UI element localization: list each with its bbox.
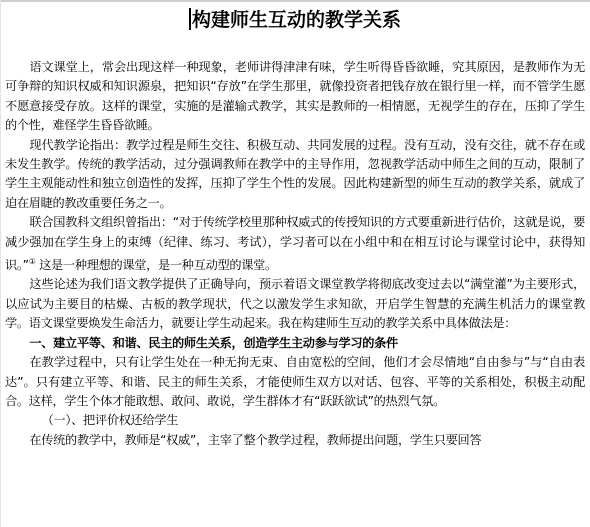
paragraph-5: 在教学过程中，只有让学生处在一种无拘无束、自由宽松的空间，他们才会尽情地“自由参与”与“自由表达”。只有建立平等、和谐、民主的师生关系，才能使师生双方以对话、包容、平等的关系相处，积极主动配合。这样，学生个体才能敢想、敢问、敢说，学生群体才有“跃跃欲试”的热烈气氛。: [5, 355, 585, 408]
paragraph-4: 这些论述为我们语文教学提供了正确导向，预示着语文课堂教学将彻底改变过去以“满堂灌”为主要形式，以应试为主要目的枯燥、古板的教学现状，代之以激发学生求知欲，开启学生智慧的充满生机活力的课堂教学。语文课堂要焕发生命活力，就要让学生动起来。我在构建师生互动的教学关系中具体做法是：: [5, 277, 585, 331]
footnote-mark: ①: [28, 257, 36, 267]
paragraph-2: 现代教学论指出：教学过程是师生交往、积极互动、共同发展的过程。没有互动，没有交往，就不存在或未发生教学。传统的教学活动，过分强调教师在教学中的主导作用，忽视教学活动中师生之间的互动，限制了学生主观能动性和独立创造性的发挥，压抑了学生个性的发展。因此构建新型的师生互动的教学关系，就成了迫在眉睫的教改重要任务之一。: [5, 137, 585, 210]
paragraph-3-tail: 这是一种理想的课堂，是一种互动型的课堂。: [39, 258, 277, 273]
left-border: [0, 0, 1, 527]
paragraph-3: [5, 213, 585, 275]
subsection-heading-1: （一）、把评价权还给学生: [41, 413, 179, 428]
document-title-line: [0, 7, 590, 33]
text-cursor: [189, 8, 191, 30]
paragraph-6: 在传统的教学中，教师是“权威”，主宰了整个教学过程，教师提出问题，学生只要回答: [29, 432, 482, 447]
paragraph-1: 语文课堂上，常会出现这样一种现象，老师讲得津津有味，学生听得昏昏欲睡，究其原因，是教师作为无可争辩的知识权威和知识源泉，把知识“存放”在学生那里，就像投资者把钱存放在银行里一样，而不管学生愿不愿意接受存放。这样的课堂，实施的是灌输式教学，其实是教师的一相情愿，无视学生的存在，压抑了学生的个性，难怪学生昏昏欲睡。: [5, 60, 585, 133]
top-border: [0, 0, 590, 2]
document-title: 构建师生互动的教学关系: [191, 9, 401, 31]
unesco-quote: 联合国教科文组织曾指出：“对于传统学校里那种权威式的传授知识的方式要重新进行估价，这就是说，要减少强加在学生身上的束缚（纪律、练习、考试），学习者可以在小组中和在相互讨论与课堂讨论中，获得知识。”: [5, 215, 585, 273]
document-body: [5, 58, 585, 450]
section-heading-1: 一、建立平等、和谐、民主的师生关系，创造学生主动参与学习的条件: [29, 335, 398, 350]
